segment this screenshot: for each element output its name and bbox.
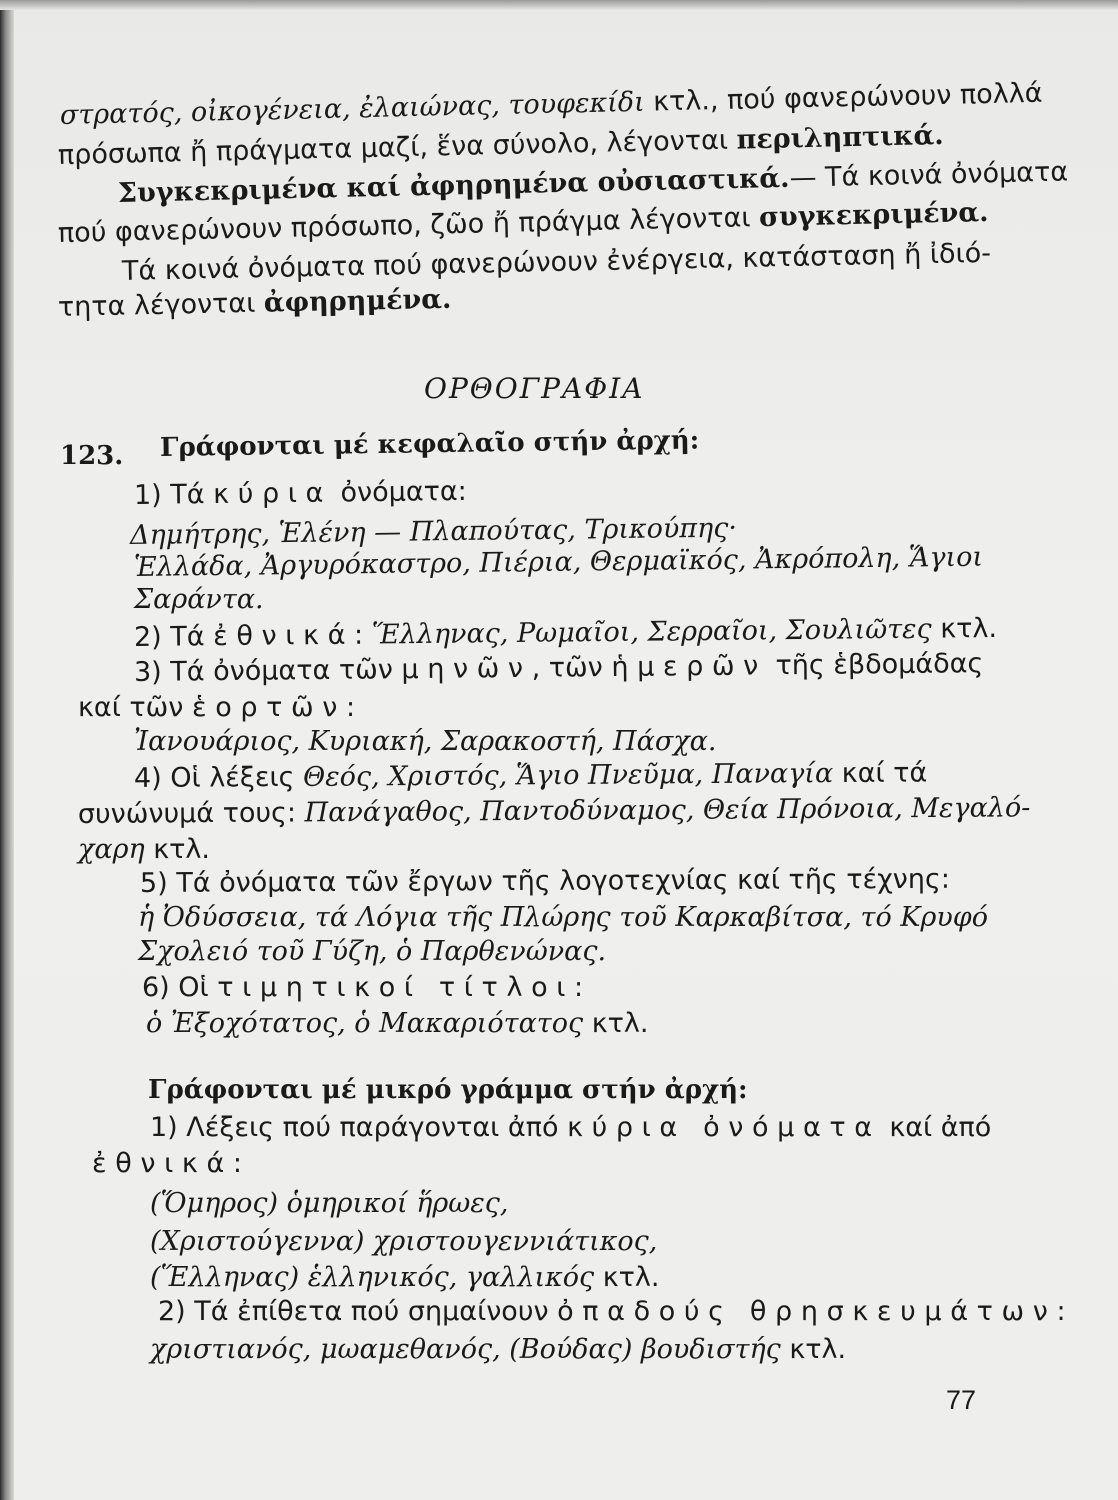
line-text: ὀνόματα: [331, 475, 467, 509]
line-text: : [1056, 1296, 1066, 1327]
spaced-term: κύρια [212, 477, 333, 511]
spaced-term: ἐθνικά [212, 619, 355, 653]
rule-heading: Γράφονται μέ μικρό γράμμα στήν ἀρχή: [148, 1075, 748, 1105]
line-text: καί ἀπό [880, 1112, 992, 1143]
line-text: κτλ. [594, 1262, 660, 1293]
line-text: 2) Τά ἐπίθετα πού σημαίνουν [158, 1296, 558, 1327]
line-text: κτλ. [931, 612, 998, 645]
rule-heading: Γράφονται μέ κεφαλαῖο στήν ἀρχή: [159, 425, 700, 463]
line-text: τῆς ἑβδομάδας [766, 648, 984, 682]
list-item-continuation [78, 692, 355, 724]
example-line: Ἑλλάδα, Ἀργυρόκαστρο, Πιέρια, Θερμαϊκός, Ἀκρόπολη, Ἅγιοι [133, 541, 984, 583]
spaced-term: τιμητικοί τίτλοι [217, 972, 575, 1003]
term-bold: ἀφηρημένα. [263, 283, 452, 319]
line-text: : [353, 619, 372, 651]
example-line [146, 1008, 648, 1040]
example-line: Σχολειό τοῦ Γύζη, ὁ Παρθενώνας. [138, 936, 607, 967]
paragraph-number: 123. [60, 441, 124, 471]
example-line: ἡ Ὀδύσσεια, τά Λόγια τῆς Πλώρης τοῦ Καρκαβίτσα, τό Κρυφό [138, 902, 988, 933]
list-item [134, 476, 467, 512]
example-line [150, 1334, 846, 1366]
spaced-term: ἡμερῶν [611, 650, 768, 683]
italic-examples: ὁ Ἐξοχότατος, ὁ Μακαριότατος [146, 1008, 584, 1039]
list-item [134, 757, 927, 795]
spaced-term: κύρια ὀνόματα [567, 1112, 881, 1143]
example-line [150, 1262, 659, 1294]
line-text: 3) Τά ὀνόματα τῶν [133, 654, 402, 688]
line-text: 6) Οἱ [142, 972, 218, 1003]
example-line: Σαράντα. [134, 584, 264, 615]
italic-examples: χριστιανός, μωαμεθανός, (Βούδας) βουδιστής [150, 1334, 781, 1365]
list-item-continuation [78, 792, 1031, 831]
list-item [142, 972, 583, 1004]
example-line: (Χριστούγεννα) χριστουγεννιάτικος, [150, 1226, 658, 1257]
section-title: ΟΡΘΟΓΡΑΦΙΑ [424, 372, 645, 405]
line-text: κτλ., πού φανερώνουν πολλά [644, 77, 1043, 118]
line-text: συνώνυμά τους: [77, 797, 305, 830]
italic-examples: Θεός, Χριστός, Ἅγιο Πνεῦμα, Παναγία [302, 758, 834, 793]
line-text: 1) Λέξεις πού παράγονται ἀπό [150, 1112, 568, 1143]
list-item-continuation [78, 834, 210, 866]
example-line: Δημήτρης, Ἑλένη — Πλαπούτας, Τρικούπης· [129, 512, 738, 551]
term-bold: συγκεκριμένα. [758, 196, 989, 234]
line-text: : [574, 972, 584, 1003]
term-bold: περιληπτικά. [736, 119, 944, 156]
list-item [158, 1296, 1066, 1328]
line-text: πού φανερώνουν πρόσωπο, ζῶο ἤ πράγμα λέγονται [57, 202, 760, 249]
example-line: Ἰανουάριος, Κυριακή, Σαρακοστή, Πάσχα. [134, 726, 717, 757]
line-text: πρόσωπα ἤ πράγματα μαζί, ἕνα σύνολο, λέγονται [57, 124, 737, 171]
list-item [134, 613, 997, 654]
spaced-term: ἐθνικά [92, 1148, 233, 1179]
spaced-term: ἑορτῶν [191, 692, 347, 723]
book-spine-shadow [0, 0, 14, 1500]
line-text: τητα λέγονται [57, 287, 265, 323]
italic-examples: στρατός, οἰκογένεια, ἐλαιώνας, τουφεκίδι [59, 86, 645, 131]
text-line: Τά κοινά ὀνόματα πού φανερώνουν ἐνέργεια, κατάσταση ἤ ἰδιό- [121, 237, 992, 287]
line-text: — Τά κοινά ὀνόματα [789, 156, 1069, 194]
spaced-term: ὀπαδούς θρησκευμάτων [557, 1296, 1057, 1327]
line-text: κτλ. [583, 1008, 649, 1039]
italic-examples: (Ἕλληνας) ἑλληνικός, γαλλικός [150, 1262, 595, 1293]
page-top-edge [0, 0, 1118, 10]
line-text: κτλ. [144, 834, 210, 865]
line-text: 1) Τά [133, 479, 214, 511]
term-bold: Συγκεκριμένα καί ἀφηρημένα οὐσιαστικά. [117, 162, 790, 209]
italic-examples: χαρη [78, 834, 145, 865]
list-item [150, 1112, 991, 1144]
line-text: καί τά [833, 757, 928, 790]
example-line: (Ὅμηρος) ὁμηρικοί ἥρωες, [150, 1188, 509, 1219]
line-text: καί τῶν [78, 692, 192, 723]
italic-examples: Πανάγαθος, Παντοδύναμος, Θεία Πρόνοια, Μεγαλό- [304, 792, 1031, 829]
text-line [58, 284, 452, 324]
page-number: 77 [946, 1385, 977, 1415]
line-text: , τῶν [531, 652, 612, 684]
spaced-term: μηνῶν [401, 652, 532, 686]
line-text: 4) Οἱ λέξεις [133, 761, 304, 794]
list-item [134, 648, 984, 689]
list-item-continuation [92, 1148, 242, 1180]
line-text: 2) Τά [133, 621, 214, 653]
list-item: 5) Τά ὀνόματα τῶν ἔργων τῆς λογοτεχνίας καί τῆς τέχνης: [139, 863, 950, 899]
line-text: κτλ. [780, 1334, 847, 1365]
line-text: : [232, 1148, 242, 1179]
line-text: : [346, 692, 356, 723]
italic-examples: Ἕλληνας, Ρωμαῖοι, Σερραῖοι, Σουλιῶτες [371, 613, 932, 651]
